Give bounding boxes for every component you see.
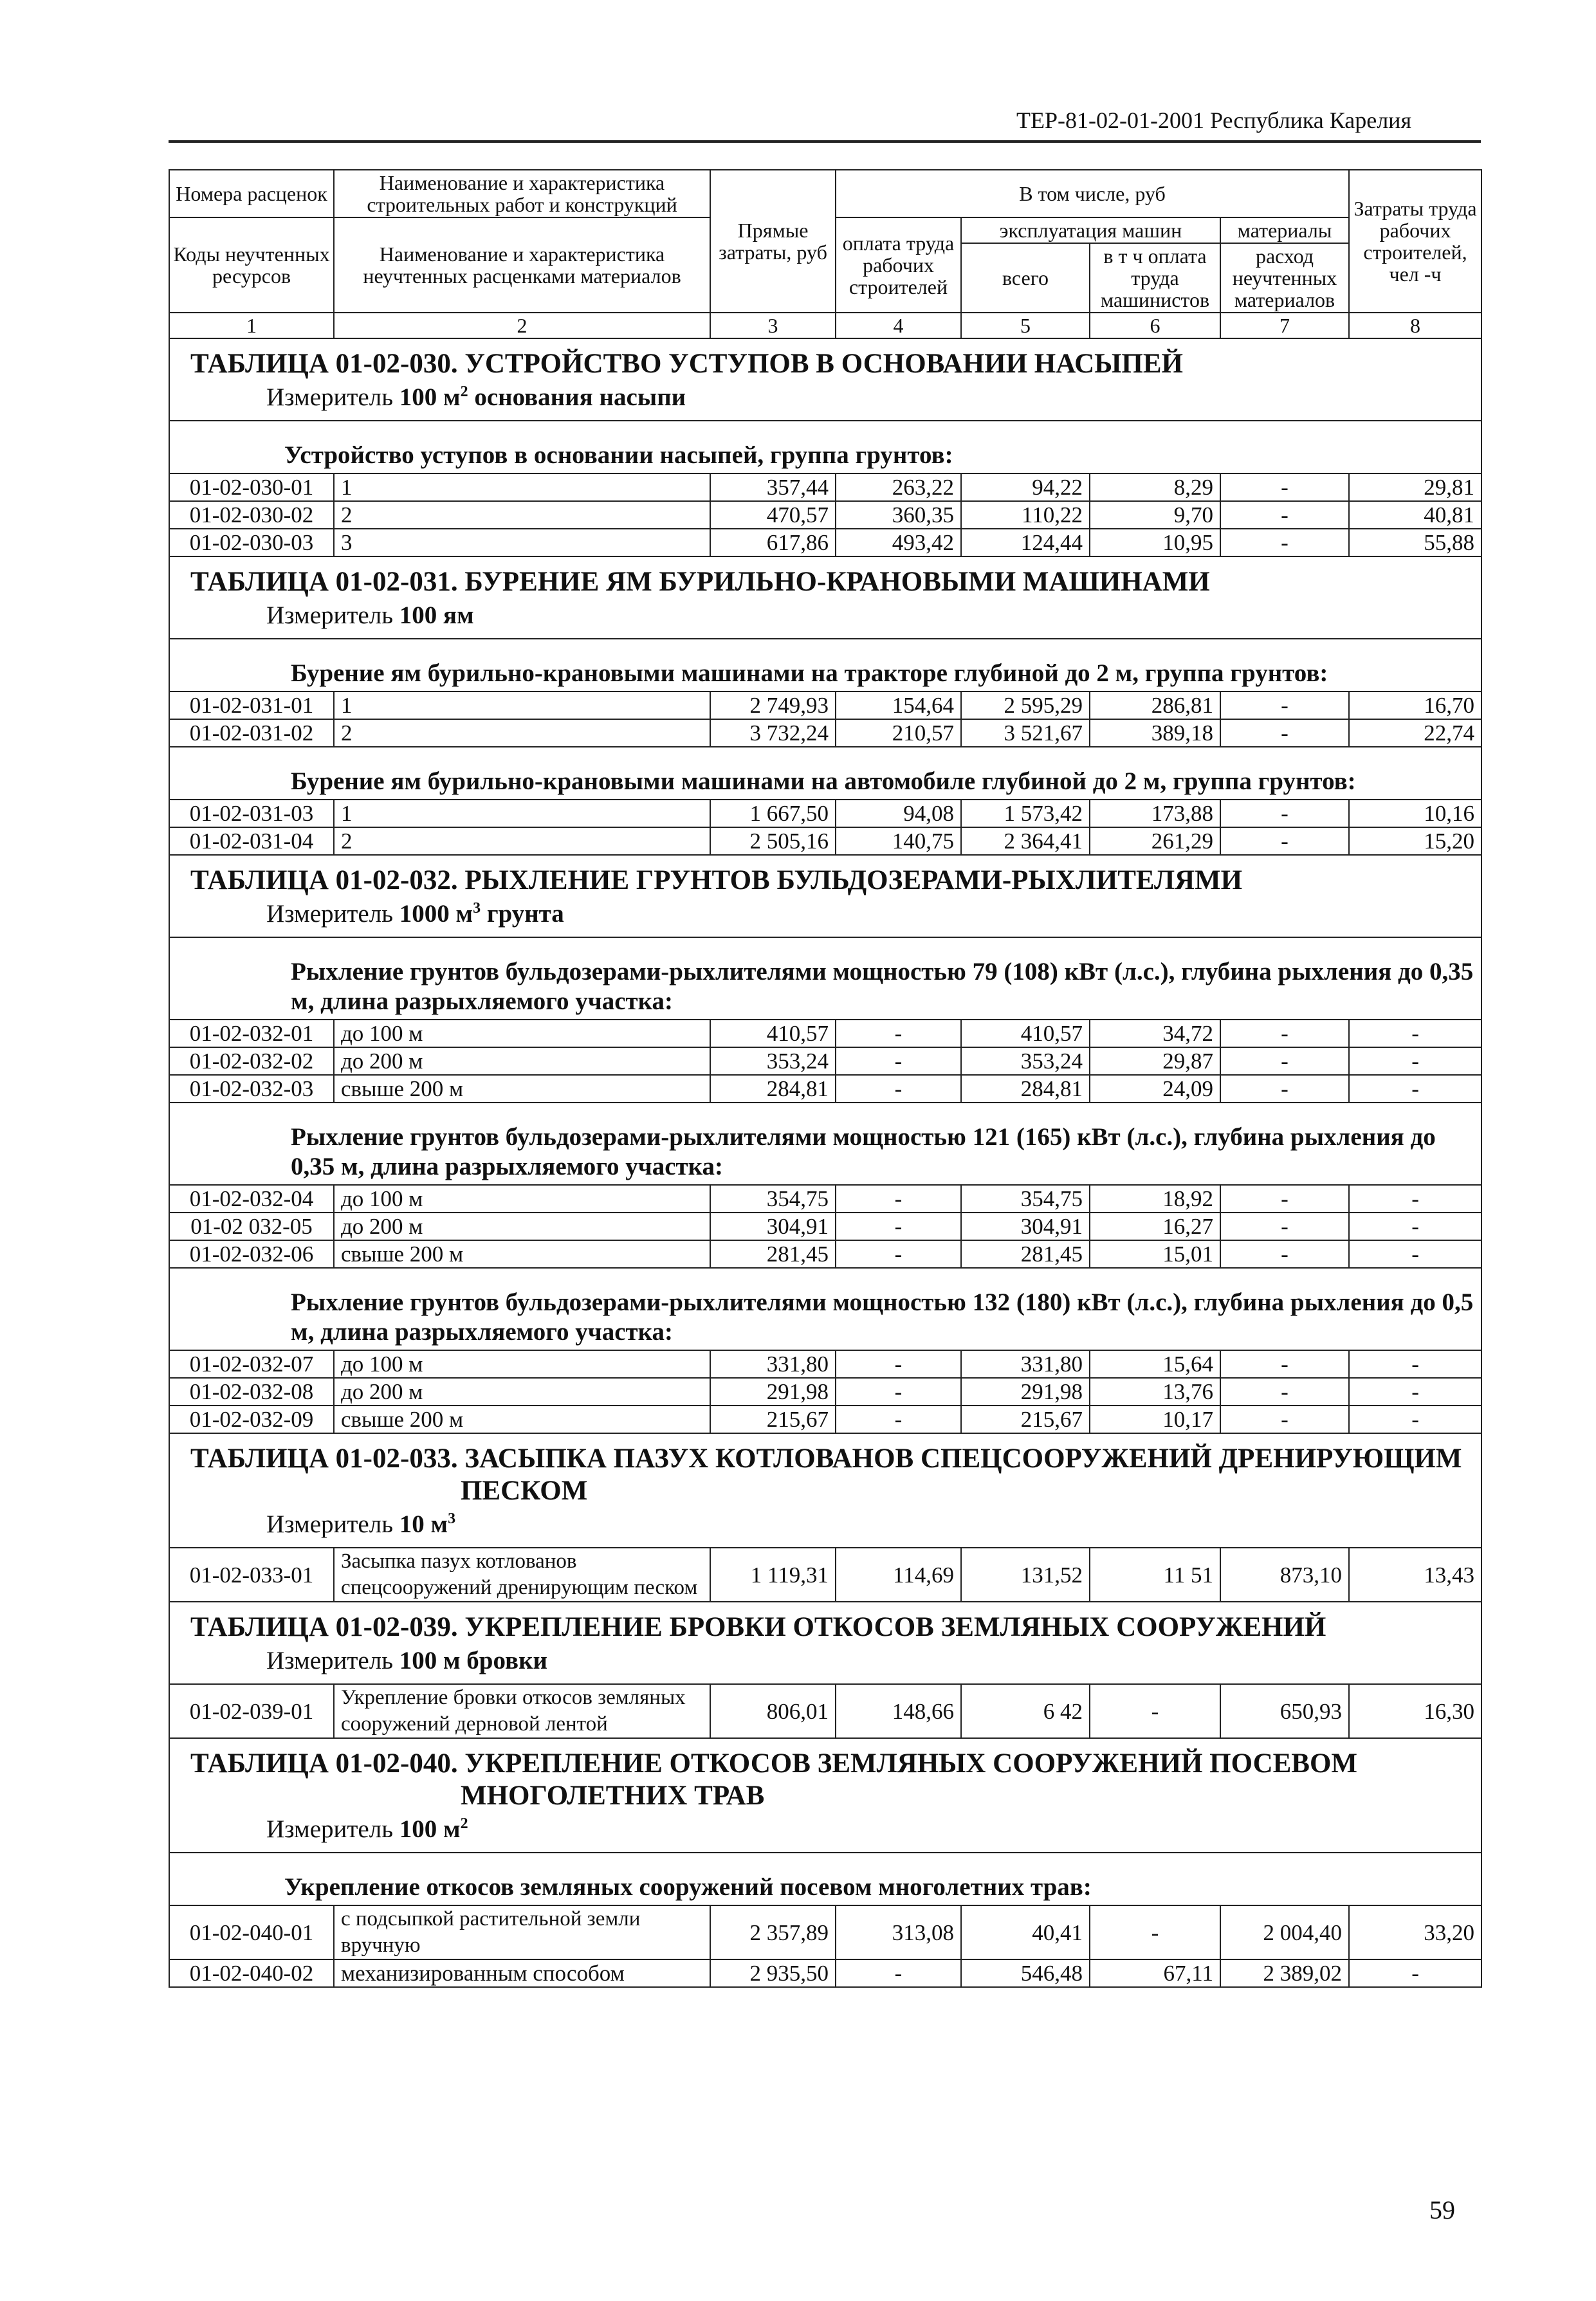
measure-unit [399,1647,547,1674]
table-row [169,501,1481,529]
rate-code: 01-02-032-07 [169,1350,334,1378]
group-title: Укрепление откосов земляных сооружений посевом многолетних трав: [169,1853,1481,1905]
labor-hours: 22,74 [1349,719,1481,747]
table-title-row [169,1738,1481,1815]
table-row [169,1240,1481,1268]
labor-hours: - [1349,1406,1481,1433]
machine-costs: 215,67 [961,1406,1090,1433]
machinist-wages: 173,88 [1090,800,1220,827]
group-title: Рыхление грунтов бульдозерами-рыхлителями мощностью 121 (165) кВт (л.с.), глубина рыхления до 0,35 м, длина разрыхляемого участка: [169,1103,1481,1185]
machinist-wages: 8,29 [1090,473,1220,501]
materials-cost: - [1220,473,1349,501]
materials-cost: - [1220,529,1349,556]
table-row [169,1406,1481,1433]
rate-code: 01-02-033-01 [169,1548,334,1602]
machinist-wages: 34,72 [1090,1020,1220,1047]
labor-hours: 40,81 [1349,501,1481,529]
rate-code: 01-02-030-01 [169,473,334,501]
group-title-row [169,937,1481,1020]
worker-wages: 154,64 [836,692,961,719]
direct-costs: 1 119,31 [710,1548,836,1602]
materials-cost: - [1220,1378,1349,1406]
price-table [169,169,1482,1988]
labor-hours: - [1349,1213,1481,1240]
measure-exponent: 3 [473,900,481,917]
machine-costs: 353,24 [961,1047,1090,1075]
measure-exponent: 2 [460,1815,468,1832]
direct-costs: 410,57 [710,1020,836,1047]
group-title-row [169,421,1481,473]
direct-costs: 354,75 [710,1185,836,1213]
machinist-wages: 16,27 [1090,1213,1220,1240]
machinist-wages: 13,76 [1090,1378,1220,1406]
labor-hours: 29,81 [1349,473,1481,501]
machinist-wages: 24,09 [1090,1075,1220,1103]
measure-row [169,1815,1481,1853]
measure-unit [399,1815,468,1843]
group-title-row [169,1103,1481,1185]
work-description: 1 [334,473,710,501]
group-title-row [169,1853,1481,1905]
table-title-row [169,1602,1481,1646]
labor-hours: 13,43 [1349,1548,1481,1602]
measure-value: 100 м [399,1815,461,1843]
worker-wages: - [836,1959,961,1987]
column-number: 3 [710,313,836,338]
machine-costs: 6 42 [961,1684,1090,1738]
work-description: до 200 м [334,1213,710,1240]
rate-code: 01-02-039-01 [169,1684,334,1738]
measure-unit [399,1510,455,1538]
materials-cost: 2 004,40 [1220,1905,1349,1959]
direct-costs: 617,86 [710,529,836,556]
labor-hours: - [1349,1020,1481,1047]
group-title: Бурение ям бурильно-крановыми машинами на тракторе глубиной до 2 м, группа грунтов: [169,639,1481,692]
worker-wages: - [836,1075,961,1103]
work-description: 2 [334,827,710,855]
measure-unit [399,900,564,928]
machinist-wages: 261,29 [1090,827,1220,855]
table-row [169,1959,1481,1987]
measure-value: 100 ям [399,601,474,629]
worker-wages: - [836,1378,961,1406]
header-unaccounted-materials: расход неучтенных материалов [1220,243,1349,313]
direct-costs: 470,57 [710,501,836,529]
header-col2-top: Наименование и характеристика строительных работ и конструкций [334,170,710,217]
direct-costs: 331,80 [710,1350,836,1378]
header-col1-top: Номера расценок [169,170,334,217]
header-col1-bottom: Коды неучтенных ресурсов [169,217,334,313]
rate-code: 01-02 032-05 [169,1213,334,1240]
measure-exponent: 3 [448,1510,456,1527]
table-row [169,719,1481,747]
rate-code: 01-02-031-04 [169,827,334,855]
work-description: Укрепление бровки откосов земляных сооружений дерновой лентой [334,1684,710,1738]
machine-costs: 1 573,42 [961,800,1090,827]
table-title-row [169,855,1481,899]
materials-cost: - [1220,1406,1349,1433]
labor-hours: - [1349,1240,1481,1268]
header-col2-bottom: Наименование и характеристика неучтенных расценками материалов [334,217,710,313]
measure-unit [399,383,686,411]
table-row [169,1684,1481,1738]
measure-value: 10 м [399,1510,448,1538]
worker-wages: - [836,1350,961,1378]
measure-row [169,383,1481,421]
direct-costs: 2 357,89 [710,1905,836,1959]
machinist-wages: 10,17 [1090,1406,1220,1433]
worker-wages: 148,66 [836,1684,961,1738]
work-description: Засыпка пазух котлованов спецсооружений дренирующим песком [334,1548,710,1602]
column-number: 7 [1220,313,1349,338]
machine-costs: 40,41 [961,1905,1090,1959]
machine-costs: 410,57 [961,1020,1090,1047]
labor-hours: 33,20 [1349,1905,1481,1959]
rate-code: 01-02-032-09 [169,1406,334,1433]
direct-costs: 291,98 [710,1378,836,1406]
materials-cost: - [1220,827,1349,855]
measure-suffix: основания насыпи [468,383,686,411]
table-row [169,473,1481,501]
machinist-wages: 67,11 [1090,1959,1220,1987]
worker-wages: - [836,1047,961,1075]
table-body [169,338,1481,1987]
work-description: свыше 200 м [334,1075,710,1103]
machinist-wages: 15,01 [1090,1240,1220,1268]
materials-cost: - [1220,1020,1349,1047]
table-title: ТАБЛИЦА 01-02-032. РЫХЛЕНИЕ ГРУНТОВ БУЛЬДОЗЕРАМИ-РЫХЛИТЕЛЯМИ [190,865,1243,895]
labor-hours: - [1349,1350,1481,1378]
worker-wages: - [836,1213,961,1240]
direct-costs: 357,44 [710,473,836,501]
header-in-total: В том числе, руб [836,170,1349,217]
direct-costs: 2 505,16 [710,827,836,855]
worker-wages: - [836,1406,961,1433]
machinist-wages: 11 51 [1090,1548,1220,1602]
machine-costs: 281,45 [961,1240,1090,1268]
measure-row [169,1646,1481,1684]
table-row [169,1185,1481,1213]
direct-costs: 1 667,50 [710,800,836,827]
machine-costs: 304,91 [961,1213,1090,1240]
machine-costs: 546,48 [961,1959,1090,1987]
worker-wages: 313,08 [836,1905,961,1959]
machine-costs: 3 521,67 [961,719,1090,747]
measure-suffix: грунта [481,900,564,928]
work-description: до 200 м [334,1047,710,1075]
rate-code: 01-02-040-02 [169,1959,334,1987]
machinist-wages: 9,70 [1090,501,1220,529]
group-title: Устройство уступов в основании насыпей, группа грунтов: [169,421,1481,473]
rate-code: 01-02-031-03 [169,800,334,827]
group-title: Рыхление грунтов бульдозерами-рыхлителями мощностью 132 (180) кВт (л.с.), глубина рыхления до 0,5 м, длина разрыхляемого участка: [169,1268,1481,1350]
rate-code: 01-02-031-01 [169,692,334,719]
materials-cost: 2 389,02 [1220,1959,1349,1987]
worker-wages: 210,57 [836,719,961,747]
column-number: 4 [836,313,961,338]
rate-code: 01-02-032-03 [169,1075,334,1103]
header-machines-total: всего [961,243,1090,313]
machine-costs: 354,75 [961,1185,1090,1213]
worker-wages: - [836,1185,961,1213]
rate-code: 01-02-032-04 [169,1185,334,1213]
labor-hours: - [1349,1047,1481,1075]
labor-hours: 16,30 [1349,1684,1481,1738]
group-title-row [169,747,1481,800]
rate-code: 01-02-032-01 [169,1020,334,1047]
group-title: Бурение ям бурильно-крановыми машинами на автомобиле глубиной до 2 м, группа грунтов: [169,747,1481,800]
rate-code: 01-02-032-08 [169,1378,334,1406]
measure-row [169,1510,1481,1548]
work-description: 3 [334,529,710,556]
rate-code: 01-02-031-02 [169,719,334,747]
header-rule [169,140,1481,143]
table-row [169,1548,1481,1602]
worker-wages: 114,69 [836,1548,961,1602]
materials-cost: 873,10 [1220,1548,1349,1602]
materials-cost: - [1220,1240,1349,1268]
table-title-continued: МНОГОЛЕТНИХ ТРАВ [461,1781,765,1811]
labor-hours: - [1349,1378,1481,1406]
machine-costs: 291,98 [961,1378,1090,1406]
rate-code: 01-02-030-02 [169,501,334,529]
measure-value: 100 м [399,383,461,411]
work-description: до 200 м [334,1378,710,1406]
table-row [169,529,1481,556]
work-description: 2 [334,719,710,747]
machine-costs: 2 364,41 [961,827,1090,855]
materials-cost: - [1220,1075,1349,1103]
measure-exponent: 2 [460,383,468,400]
direct-costs: 3 732,24 [710,719,836,747]
column-number: 6 [1090,313,1220,338]
measure-label: Измеритель [266,383,393,411]
work-description: до 100 м [334,1350,710,1378]
table-title: ТАБЛИЦА 01-02-040. УКРЕПЛЕНИЕ ОТКОСОВ ЗЕМЛЯНЫХ СООРУЖЕНИЙ ПОСЕВОМ [190,1748,1358,1779]
table-row [169,692,1481,719]
work-description: свыше 200 м [334,1240,710,1268]
column-number: 2 [334,313,710,338]
machinist-wages: 15,64 [1090,1350,1220,1378]
header-direct-costs: Прямые затраты, руб [710,170,836,313]
running-header: ТЕР-81-02-01-2001 Республика Карелия [1016,107,1412,133]
group-title-row [169,639,1481,692]
machine-costs: 131,52 [961,1548,1090,1602]
measure-unit [399,601,474,629]
machinist-wages: 10,95 [1090,529,1220,556]
table-title-row [169,556,1481,601]
table-row [169,1378,1481,1406]
machine-costs: 331,80 [961,1350,1090,1378]
materials-cost: - [1220,1350,1349,1378]
table-title: ТАБЛИЦА 01-02-030. УСТРОЙСТВО УСТУПОВ В ОСНОВАНИИ НАСЫПЕЙ [190,349,1183,379]
materials-cost: - [1220,1047,1349,1075]
labor-hours: 55,88 [1349,529,1481,556]
materials-cost: 650,93 [1220,1684,1349,1738]
table-title-row [169,1433,1481,1510]
work-description: до 100 м [334,1185,710,1213]
table-row [169,1350,1481,1378]
machine-costs: 2 595,29 [961,692,1090,719]
direct-costs: 353,24 [710,1047,836,1075]
measure-value: 100 м бровки [399,1647,548,1674]
table-row [169,1905,1481,1959]
direct-costs: 806,01 [710,1684,836,1738]
labor-hours: 15,20 [1349,827,1481,855]
column-numbers-row [169,313,1481,338]
work-description: с подсыпкой растительной земли вручную [334,1905,710,1959]
work-description: 1 [334,692,710,719]
header-wages: оплата труда рабочих строителей [836,217,961,313]
worker-wages: - [836,1240,961,1268]
measure-label: Измеритель [266,601,393,629]
table-row [169,827,1481,855]
machine-costs: 124,44 [961,529,1090,556]
labor-hours: 10,16 [1349,800,1481,827]
column-number: 5 [961,313,1090,338]
worker-wages: 493,42 [836,529,961,556]
table-row [169,1075,1481,1103]
measure-row [169,601,1481,639]
measure-value: 1000 м [399,900,473,928]
header-labor-costs: Затраты труда рабочих строителей, чел -ч [1349,170,1481,313]
work-description: свыше 200 м [334,1406,710,1433]
table-row [169,1047,1481,1075]
machinist-wages: 286,81 [1090,692,1220,719]
measure-label: Измеритель [266,1815,393,1843]
measure-label: Измеритель [266,1647,393,1674]
rate-code: 01-02-030-03 [169,529,334,556]
work-description: 1 [334,800,710,827]
machinist-wages: 29,87 [1090,1047,1220,1075]
table-title: ТАБЛИЦА 01-02-039. УКРЕПЛЕНИЕ БРОВКИ ОТКОСОВ ЗЕМЛЯНЫХ СООРУЖЕНИЙ [190,1612,1326,1642]
materials-cost: - [1220,692,1349,719]
work-description: до 100 м [334,1020,710,1047]
direct-costs: 2 935,50 [710,1959,836,1987]
table-title: ТАБЛИЦА 01-02-031. БУРЕНИЕ ЯМ БУРИЛЬНО-КРАНОВЫМИ МАШИНАМИ [190,567,1210,597]
table-row [169,1213,1481,1240]
labor-hours: - [1349,1185,1481,1213]
table-row [169,1020,1481,1047]
header-machines: эксплуатация машин [961,217,1220,243]
work-description: механизированным способом [334,1959,710,1987]
direct-costs: 284,81 [710,1075,836,1103]
direct-costs: 304,91 [710,1213,836,1240]
measure-row [169,899,1481,937]
materials-cost: - [1220,719,1349,747]
materials-cost: - [1220,1185,1349,1213]
table-row [169,800,1481,827]
measure-label: Измеритель [266,900,393,928]
measure-label: Измеритель [266,1510,393,1538]
table-title: ТАБЛИЦА 01-02-033. ЗАСЫПКА ПАЗУХ КОТЛОВАНОВ СПЕЦСООРУЖЕНИЙ ДРЕНИРУЮЩИМ [190,1444,1462,1474]
rate-code: 01-02-032-02 [169,1047,334,1075]
table-title-row [169,338,1481,383]
machinist-wages: - [1090,1905,1220,1959]
page-number: 59 [1429,2196,1455,2224]
worker-wages: 263,22 [836,473,961,501]
worker-wages: 140,75 [836,827,961,855]
machine-costs: 110,22 [961,501,1090,529]
materials-cost: - [1220,501,1349,529]
materials-cost: - [1220,800,1349,827]
direct-costs: 281,45 [710,1240,836,1268]
column-number: 8 [1349,313,1481,338]
machinist-wages: 389,18 [1090,719,1220,747]
group-title: Рыхление грунтов бульдозерами-рыхлителями мощностью 79 (108) кВт (л.с.), глубина рыхления до 0,35 м, длина разрыхляемого участка: [169,937,1481,1020]
column-number: 1 [169,313,334,338]
worker-wages: 360,35 [836,501,961,529]
rate-code: 01-02-032-06 [169,1240,334,1268]
rate-code: 01-02-040-01 [169,1905,334,1959]
labor-hours: 16,70 [1349,692,1481,719]
machinist-wages: - [1090,1684,1220,1738]
worker-wages: 94,08 [836,800,961,827]
direct-costs: 215,67 [710,1406,836,1433]
header-materials: материалы [1220,217,1349,243]
machine-costs: 284,81 [961,1075,1090,1103]
group-title-row [169,1268,1481,1350]
table-title-continued: ПЕСКОМ [461,1476,588,1506]
machinist-wages: 18,92 [1090,1185,1220,1213]
machine-costs: 94,22 [961,473,1090,501]
direct-costs: 2 749,93 [710,692,836,719]
work-description: 2 [334,501,710,529]
labor-hours: - [1349,1075,1481,1103]
header-machinist-wages: в т ч оплата труда машинистов [1090,243,1220,313]
labor-hours: - [1349,1959,1481,1987]
worker-wages: - [836,1020,961,1047]
materials-cost: - [1220,1213,1349,1240]
